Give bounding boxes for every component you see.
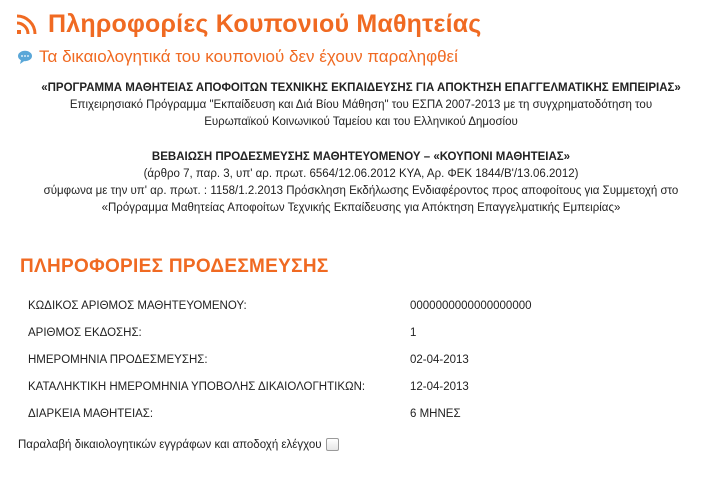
row-value: 6 ΜΗΝΕΣ (410, 407, 461, 420)
certificate-title: ΒΕΒΑΙΩΣΗ ΠΡΟΔΕΣΜΕΥΣΗΣ ΜΑΘΗΤΕΥΟΜΕΝΟΥ – «ΚΟΥΠΟΝΙ ΜΑΘΗΤΕΙΑΣ» (151, 151, 571, 163)
info-table (28, 292, 532, 427)
status-message: Τα δικαιολογητικά του κουπονιού δεν έχουν παραληφθεί (39, 47, 458, 66)
program-description (14, 80, 708, 131)
table-row (28, 319, 532, 346)
receipt-confirmation (18, 438, 339, 451)
row-value: 0000000000000000000 (410, 299, 532, 312)
row-label: ΗΜΕΡΟΜΗΝΙΑ ΠΡΟΔΕΣΜΕΥΣΗΣ: (28, 353, 208, 366)
certificate-line: σύμφωνα με την υπ' αρ. πρωτ. : 1158/1.2.2013 Πρόσκληση Εκδήλωσης Ενδιαφέροντος προς αποφοίτους για Συμμετοχή στο (43, 185, 679, 197)
program-line: Επιχειρησιακό Πρόγραμμα "Εκπαίδευση και Διά Βίου Μάθηση" του ΕΣΠΑ 2007-2013 με τη συγχρηματοδότηση του (69, 99, 653, 111)
status-line (17, 46, 458, 68)
table-row (28, 373, 532, 400)
program-line: Ευρωπαϊκού Κοινωνικού Ταμείου και του Ελληνικού Δημοσίου (204, 116, 518, 128)
row-value: 1 (410, 326, 417, 339)
row-value: 02-04-2013 (410, 353, 469, 366)
certificate-line: «Πρόγραμμα Μαθητείας Αποφοίτων Τεχνικής Εκπαίδευσης για Απόκτηση Επαγγελματικής Εμπειρίας» (101, 202, 621, 214)
chat-bubble-icon (17, 49, 33, 65)
certificate-description (14, 149, 708, 217)
section-title: ΠΛΗΡΟΦΟΡΙΕΣ ΠΡΟΔΕΣΜΕΥΣΗΣ (20, 256, 329, 277)
program-title: «ΠΡΟΓΡΑΜΜΑ ΜΑΘΗΤΕΙΑΣ ΑΠΟΦΟΙΤΩΝ ΤΕΧΝΙΚΗΣ ΕΚΠΑΙΔΕΥΣΗΣ ΓΙΑ ΑΠΟΚΤΗΣΗ ΕΠΑΓΓΕΛΜΑΤΙΚΗΣ ΕΜΠΕΙΡΙΑΣ» (41, 82, 681, 94)
row-label: ΚΑΤΑΛΗΚΤΙΚΗ ΗΜΕΡΟΜΗΝΙΑ ΥΠΟΒΟΛΗΣ ΔΙΚΑΙΟΛΟΓΗΤΙΚΩΝ: (28, 380, 366, 393)
row-value: 12-04-2013 (410, 380, 469, 393)
table-row (28, 292, 532, 319)
table-row (28, 346, 532, 373)
certificate-line: (άρθρο 7, παρ. 3, υπ' αρ. πρωτ. 6564/12.06.2012 ΚΥΑ, Αρ. ΦΕΚ 1844/Β'/13.06.2012) (143, 168, 579, 180)
row-label: ΔΙΑΡΚΕΙΑ ΜΑΘΗΤΕΙΑΣ: (28, 407, 154, 420)
receipt-checkbox-label: Παραλαβή δικαιολογητικών εγγράφων και αποδοχή ελέγχου (18, 438, 322, 451)
page-header (14, 8, 482, 40)
row-label: ΚΩΔΙΚΟΣ ΑΡΙΘΜΟΣ ΜΑΘΗΤΕΥΟΜΕΝΟΥ: (28, 299, 247, 312)
page-title: Πληροφορίες Κουπονιού Μαθητείας (48, 10, 482, 38)
rss-icon (14, 11, 40, 37)
receipt-checkbox[interactable] (326, 438, 339, 451)
table-row (28, 400, 532, 427)
row-label: ΑΡΙΘΜΟΣ ΕΚΔΟΣΗΣ: (28, 326, 142, 339)
